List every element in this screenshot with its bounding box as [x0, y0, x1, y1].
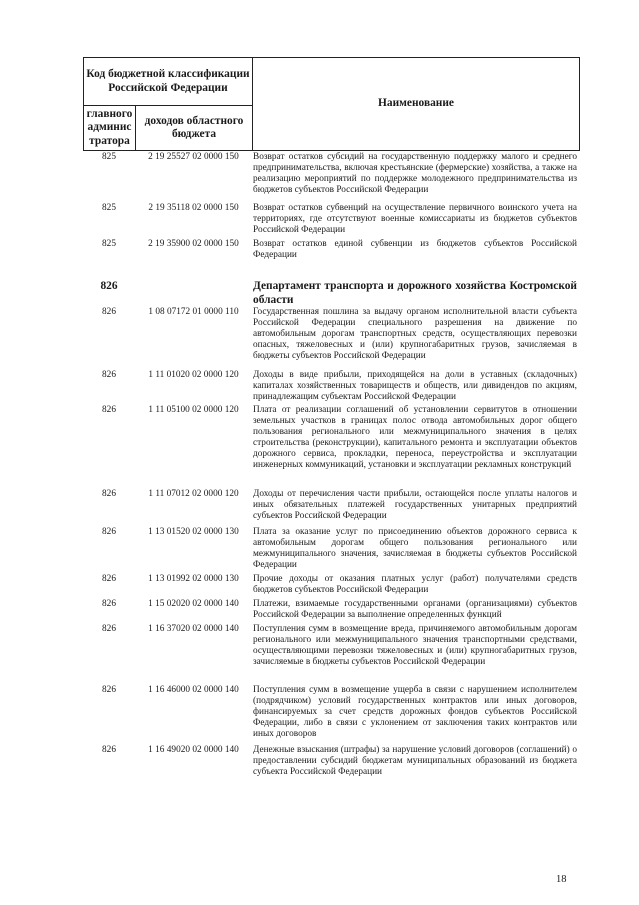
income-code: 1 11 07012 02 0000 120 — [148, 489, 239, 499]
admin-code: 825 — [102, 239, 116, 249]
admin-code: 826 — [102, 574, 116, 584]
admin-code: 825 — [102, 203, 116, 213]
department-name: Департамент транспорта и дорожного хозяйства Костромской области — [253, 280, 577, 306]
admin-code: 826 — [102, 307, 116, 317]
table-header — [83, 57, 580, 151]
income-code: 1 16 49020 02 0000 140 — [148, 745, 239, 755]
income-name: Государственная пошлина за выдачу органом исполнительной власти субъекта Российской Федерации специального разрешения на движение по автомобильным дорогам транспортных средств, осуществляющих перевозки опасных, тяжеловесных и (или) крупногабаритных грузов, зачисляемая в бюджеты субъектов Российской Федерации — [253, 307, 577, 361]
income-name: Доходы в виде прибыли, приходящейся на доли в уставных (складочных) капиталах хозяйственных товариществ и обществ, или дивидендов по акциям, принадлежащим субъектам Российской Федерации — [253, 370, 577, 402]
income-name: Плата от реализации соглашений об установлении сервитутов в отношении земельных участков в границах полос отвода автомобильных дорог общего пользования регионального или межмуниципального значения в целях строительства (реконструкции), капитального ремонта и эксплуатации объектов дорожного сервиса, прокладки, переноса, переустройства и эксплуатации инженерных коммуникаций, установки и эксплуатации рекламных конструкций — [253, 405, 577, 470]
income-name: Плата за оказание услуг по присоединению объектов дорожного сервиса к автомобильным дорогам общего пользования регионального или межмуниципального значения, зачисляемая в бюджеты субъектов Российской Федерации — [253, 527, 577, 570]
admin-code: 826 — [102, 745, 116, 755]
admin-code: 826 — [102, 624, 116, 634]
name-column-header: Наименование — [253, 58, 580, 151]
admin-code: 826 — [102, 599, 116, 609]
income-name: Возврат остатков единой субвенции из бюджетов субъектов Российской Федерации — [253, 239, 577, 260]
income-name: Прочие доходы от оказания платных услуг (работ) получателями средств бюджетов субъектов Российской Федерации — [253, 574, 577, 595]
code-group-header: Код бюджетной классификации Российской Федерации — [84, 58, 253, 106]
income-name: Возврат остатков субвенций на осуществление первичного воинского учета на территориях, где отсутствуют военные комиссариаты из бюджетов субъектов Российской Федерации — [253, 203, 577, 235]
income-code: 2 19 35900 02 0000 150 — [148, 239, 239, 249]
page-number: 18 — [556, 874, 567, 885]
income-code: 1 08 07172 01 0000 110 — [148, 307, 239, 317]
income-code: 1 11 01020 02 0000 120 — [148, 370, 239, 380]
income-name: Поступления сумм в возмещение вреда, причиняемого автомобильным дорогам регионального или межмуниципального значения транспортными средствами, осуществляющими перевозки тяжеловесных и (или) крупногабаритных грузов, зачисляемые в бюджеты субъектов Российской Федерации — [253, 624, 577, 667]
income-code: 1 16 37020 02 0000 140 — [148, 624, 239, 634]
income-name: Платежи, взимаемые государственными органами (организациями) субъектов Российской Федерации за выполнение определенных функций — [253, 599, 577, 620]
income-name: Денежные взыскания (штрафы) за нарушение условий договоров (соглашений) о предоставлении субсидий бюджетам муниципальных образований из бюджета субъекта Российской Федерации — [253, 745, 577, 777]
admin-code: 825 — [102, 152, 116, 162]
admin-code: 826 — [102, 405, 116, 415]
admin-code: 826 — [102, 527, 116, 537]
income-code: 1 13 01520 02 0000 130 — [148, 527, 239, 537]
admin-code: 826 — [100, 280, 118, 292]
income-name: Поступления сумм в возмещение ущерба в связи с нарушением исполнителем (подрядчиком) условий государственных контрактов или иных договоров, финансируемых за счет средств дорожных фондов субъектов Российской Федерации, либо в связи с уклонением от заключения таких контрактов или иных договоров — [253, 685, 577, 739]
income-name: Доходы от перечисления части прибыли, остающейся после уплаты налогов и иных обязательных платежей государственных унитарных предприятий субъектов Российской Федерации — [253, 489, 577, 521]
income-column-header: доходов областного бюджета — [136, 106, 253, 151]
income-code: 2 19 35118 02 0000 150 — [148, 203, 239, 213]
income-code: 1 16 46000 02 0000 140 — [148, 685, 239, 695]
income-code: 1 15 02020 02 0000 140 — [148, 599, 239, 609]
income-code: 1 13 01992 02 0000 130 — [148, 574, 239, 584]
admin-code: 826 — [102, 685, 116, 695]
admin-column-header: главного администратора — [84, 106, 136, 151]
admin-code: 826 — [102, 370, 116, 380]
income-name: Возврат остатков субсидий на государственную поддержку малого и среднего предпринимательства, включая крестьянские (фермерские) хозяйства, а также на реализацию мероприятий по поддержке молодежного предпринимательства из бюджетов субъектов Российской Федерации — [253, 152, 577, 195]
income-code: 1 11 05100 02 0000 120 — [148, 405, 239, 415]
admin-code: 826 — [102, 489, 116, 499]
income-code: 2 19 25527 02 0000 150 — [148, 152, 239, 162]
